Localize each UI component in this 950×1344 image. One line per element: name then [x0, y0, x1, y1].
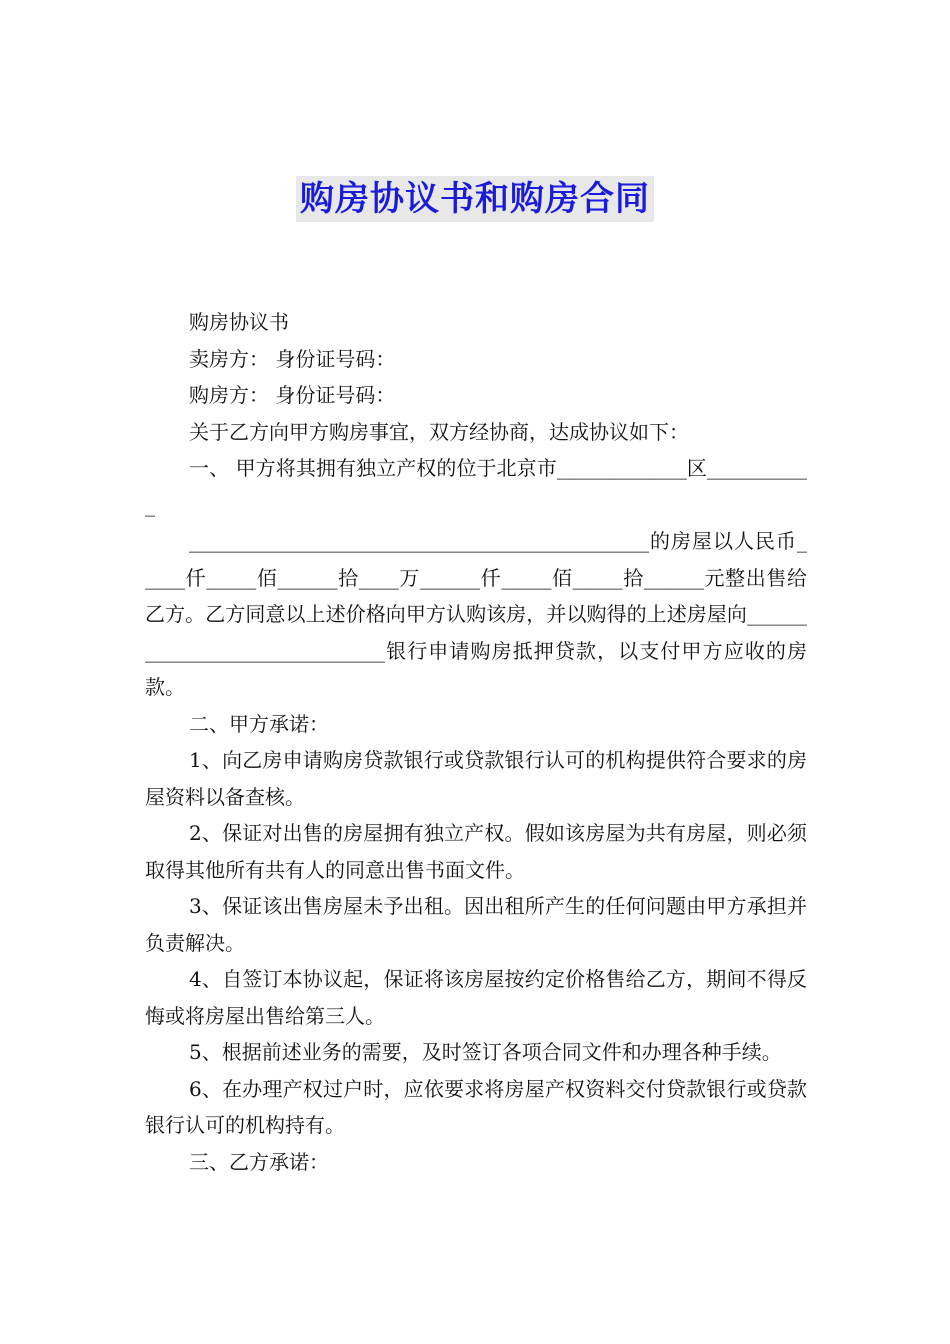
paragraph-section-2-heading: 二、甲方承诺： — [189, 711, 329, 736]
paragraph-item-5: 5、根据前述业务的需要，及时签订各项合同文件和办理各种手续。 — [189, 1040, 782, 1064]
paragraph-clause-1: 一、 甲方将其拥有独立产权的位于北京市_____________区___________ — [145, 456, 807, 517]
paragraph-section-3-heading: 三、乙方承诺： — [189, 1149, 329, 1174]
paragraph-item-6: 6、在办理产权过户时，应依要求将房屋产权资料交付贷款银行或贷款银行认可的机构持有。 — [145, 1076, 807, 1137]
paragraph-item-2: 2、保证对出售的房屋拥有独立产权。假如该房屋为共有房屋，则必须取得其他所有共有人的同意出售书面文件。 — [145, 821, 807, 882]
paragraph-seller: 卖房方： 身份证号码： — [189, 346, 396, 371]
paragraph-item-3: 3、保证该出售房屋未予出租。因出租所产生的任何问题由甲方承担并负责解决。 — [145, 894, 807, 955]
paragraph-item-4: 4、自签订本协议起，保证将该房屋按约定价格售给乙方，期间不得反悔或将房屋出售给第三人。 — [145, 967, 807, 1028]
paragraph-item-1: 1、向乙房申请购房贷款银行或贷款银行认可的机构提供符合要求的房屋资料以备查核。 — [145, 748, 807, 809]
paragraph-heading: 购房协议书 — [189, 310, 289, 334]
paragraph-intro: 关于乙方向甲方购房事宜，双方经协商，达成协议如下： — [189, 419, 689, 444]
document-body — [145, 304, 807, 1180]
paragraph-buyer: 购房方： 身份证号码： — [189, 383, 396, 407]
paragraph-clause-1-price: ______________________________________________的房屋以人民币_____仟_____佰______拾____万______仟_____佰_____拾______元整出售给乙方。乙方同意以上述价格向甲方认购该房，并以购得的上述房屋向______________________________银行申请购房抵押贷款，以支付甲方应收的房款。 — [145, 529, 807, 699]
title-wrapper — [0, 176, 950, 222]
document-title: 购房协议书和购房合同 — [296, 176, 654, 222]
